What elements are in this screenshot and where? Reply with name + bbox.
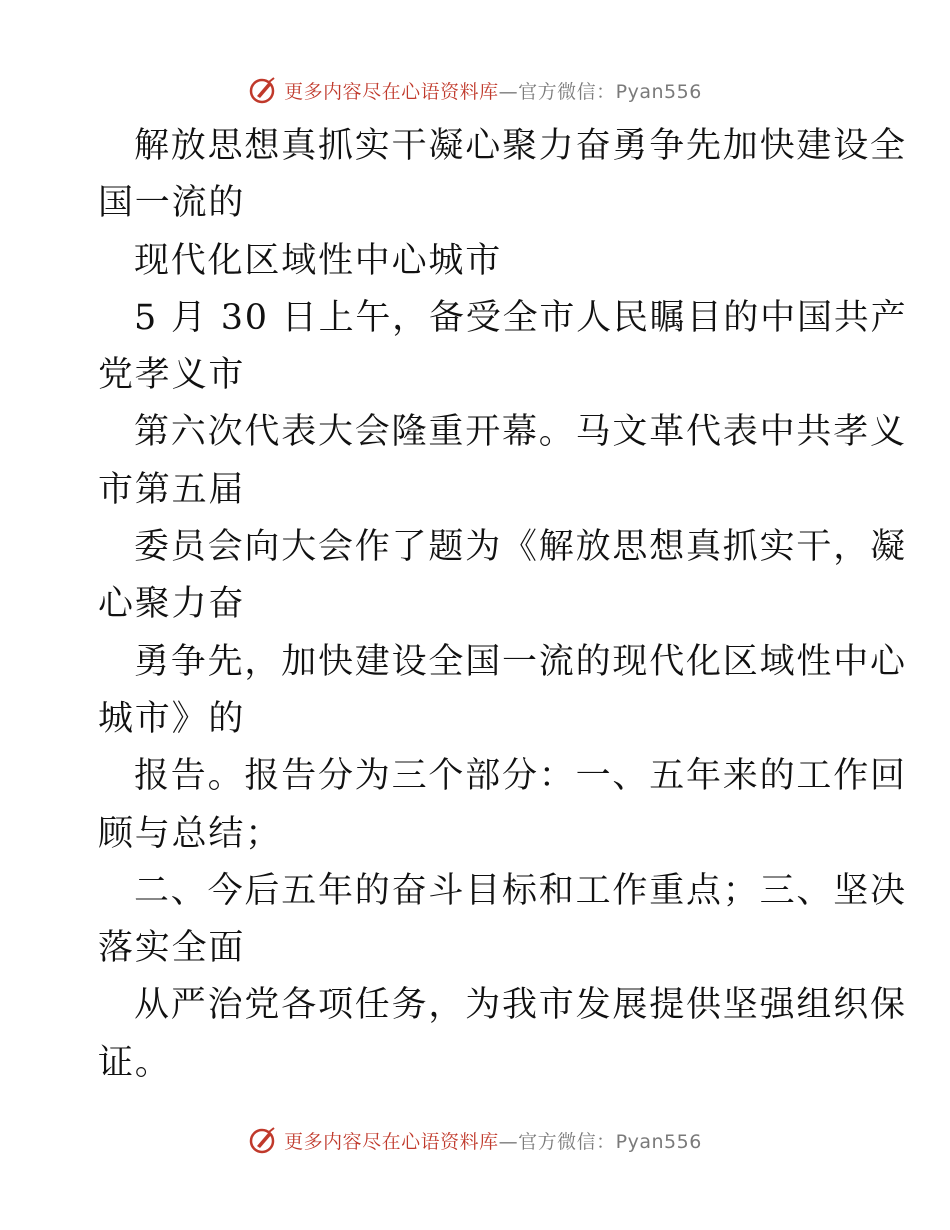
text-line: 第六次代表大会隆重开幕。马文革代表中共孝义 <box>134 412 907 453</box>
text-line: 委员会向大会作了题为《解放思想真抓实干，凝 <box>134 527 907 568</box>
text-line: 顾与总结； <box>98 813 283 854</box>
text-line: 国一流的 <box>98 183 246 224</box>
text-line: 城市》的 <box>98 698 246 739</box>
text-line: 勇争先，加快建设全国一流的现代化区域性中心 <box>134 641 907 682</box>
banner-wechat-text: —官方微信：Pyan556 <box>498 1130 702 1153</box>
text-line: 心聚力奋 <box>98 584 246 625</box>
banner-main-text: 更多内容尽在心语资料库 <box>284 1130 499 1153</box>
text-line: 现代化区域性中心城市 <box>134 240 503 281</box>
banner-wechat-text: —官方微信：Pyan556 <box>498 80 702 103</box>
text-line: 证。 <box>98 1042 172 1083</box>
text-line: 5 月 30 日上午，备受全市人民瞩目的中国共产 <box>134 297 908 338</box>
header-banner <box>0 70 950 110</box>
footer-banner <box>0 1120 950 1160</box>
text-line: 解放思想真抓实干凝心聚力奋勇争先加快建设全 <box>134 126 907 166</box>
document-body <box>98 118 908 1092</box>
text-line: 报告。报告分为三个部分：一、五年来的工作回 <box>134 756 907 797</box>
text-line: 党孝义市 <box>98 355 246 396</box>
banner-main-text: 更多内容尽在心语资料库 <box>284 80 499 103</box>
text-line: 从严治党各项任务，为我市发展提供坚强组织保 <box>134 985 907 1026</box>
text-line: 二、今后五年的奋斗目标和工作重点；三、坚决 <box>134 870 907 911</box>
quill-pen-logo-icon <box>248 75 278 105</box>
quill-pen-logo-icon <box>248 1125 278 1155</box>
text-line: 市第五届 <box>98 469 246 510</box>
text-line: 落实全面 <box>98 928 246 969</box>
